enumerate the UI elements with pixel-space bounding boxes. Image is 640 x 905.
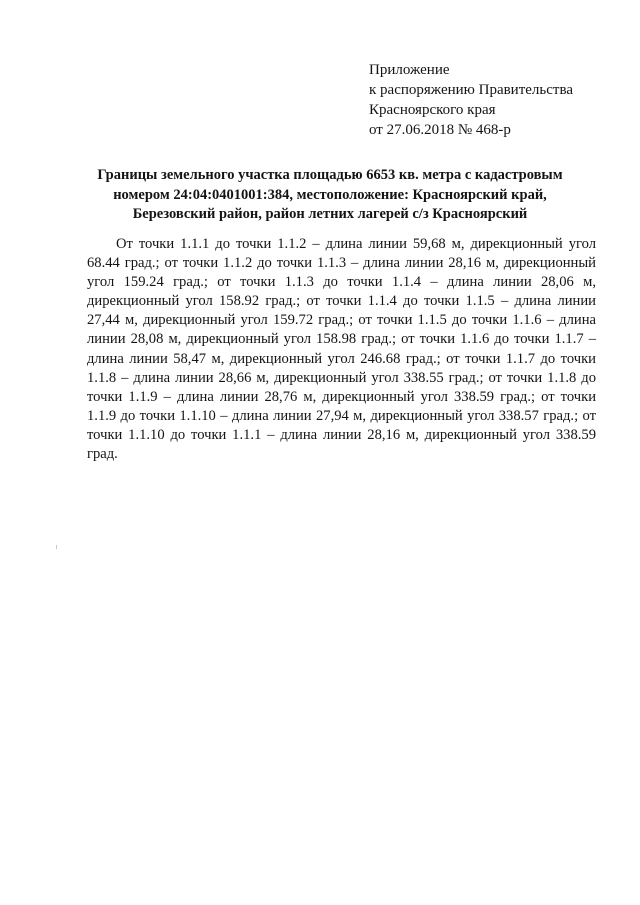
title-line-2: номером 24:04:0401001:384, местоположение: Красноярский край, [113, 186, 547, 203]
appendix-date-number: от 27.06.2018 № 468-р [369, 122, 511, 138]
appendix-header [369, 60, 573, 140]
title-line-1: Границы земельного участка площадью 6653 кв. метра с кадастровым [97, 167, 563, 183]
appendix-label: Приложение [369, 62, 450, 78]
document-title [60, 166, 600, 225]
title-line-3: Березовский район, район летних лагерей с/з Красноярский [132, 206, 528, 222]
boundary-description-paragraph: От точки 1.1.1 до точки 1.1.2 – длина линии 59,68 м, дирекционный угол 68.44 град.; от точки 1.1.2 до точки 1.1.3 – длина линии 28,16 м, дирекционный угол 159.24 град.; от точки 1.1.3 до точки 1.1.4 – длина линии 28,06 м, дирекционный угол 158.92 град.; от точки 1.1.4 до точки 1.1.5 – длина линии 27,44 м, дирекционный угол 159.72 град.; от точки 1.1.5 до точки 1.1.6 – длина линии 28,08 м, дирекционный угол 158.98 град.; от точки 1.1.6 до точки 1.1.7 – длина линии 58,47 м, дирекционный угол 246.68 град.; от точки 1.1.7 до точки 1.1.8 – длина линии 28,66 м, дирекционный угол 338.55 град.; от точки 1.1.8 до точки 1.1.9 – длина линии 28,76 м, дирекционный угол 338.59 град.; от точки 1.1.9 до точки 1.1.10 – длина линии 27,94 м, дирекционный угол 338.57 град.; от точки 1.1.10 до точки 1.1.1 – длина линии 28,16 м, дирекционный угол 338.59 град. [87, 236, 596, 463]
appendix-reference: к распоряжению Правительства [369, 82, 574, 98]
appendix-region: Красноярского края [369, 102, 496, 118]
scan-artifact [56, 545, 57, 549]
